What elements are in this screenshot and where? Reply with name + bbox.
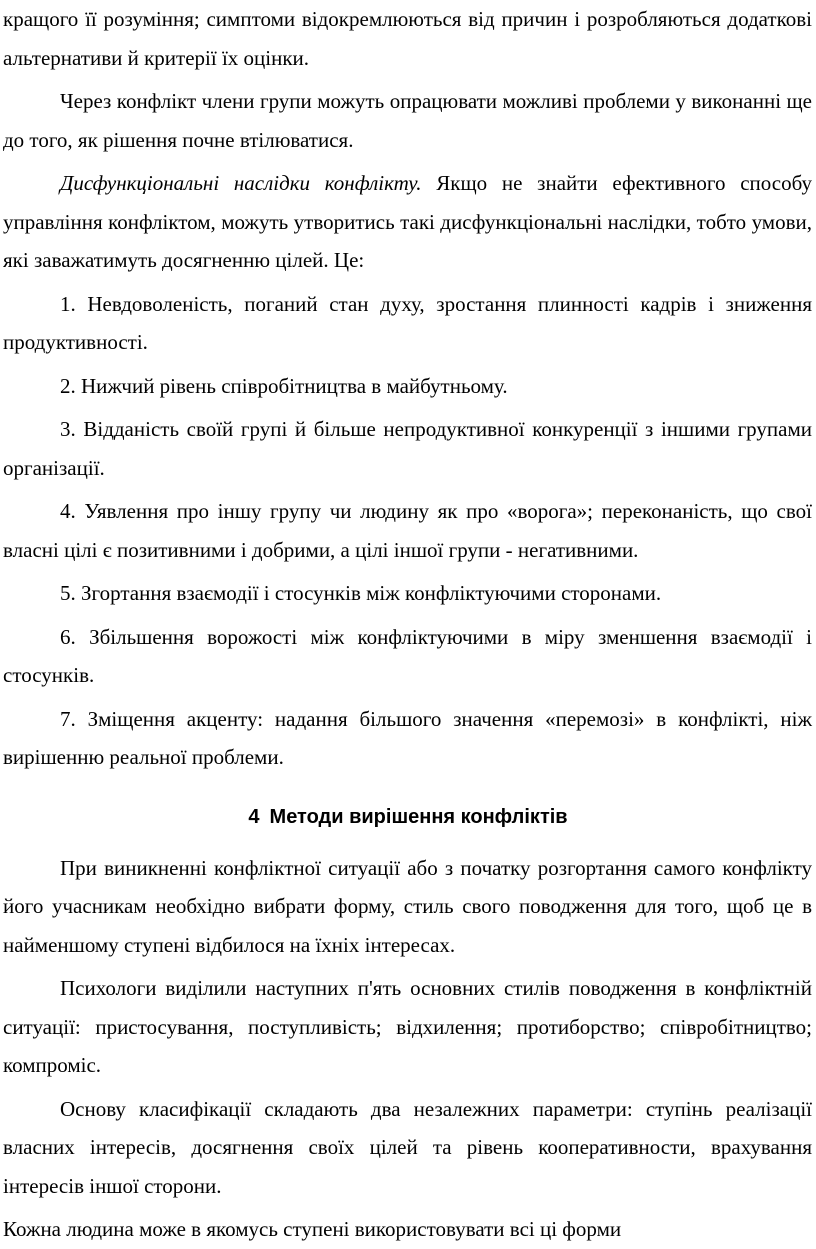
paragraph-classification: Основу класифікації складають два незалежних параметри: ступінь реалізації власних інтересів, досягнення своїх цілей та рівень кооперативности, врахування інтересів іншої сторони. <box>3 1096 812 1198</box>
paragraph-conflict-benefit: Через конфлікт члени групи можуть опрацювати можливі проблеми у виконанні ще до того, як рішення почне втілюватися. <box>3 89 812 152</box>
paragraph-continuation: кращого її розуміння; симптоми відокремлюються від причин і розробляються додаткові альтернативи й критерії їх оцінки. <box>3 7 812 70</box>
list-item: 3. Відданість своїй групі й більше непродуктивної конкуренції з іншими групами організації. <box>3 417 812 480</box>
section-title: Методи вирішення конфліктів <box>269 805 568 828</box>
list-item: 6. Збільшення ворожості між конфліктуючими в міру зменшення взаємодії і стосунків. <box>3 624 812 687</box>
section-number: 4 <box>248 805 260 828</box>
paragraph-choice-of-style: При виникненні конфліктної ситуації або з початку розгортання самого конфлікту його учасникам необхідно вибрати форму, стиль свого поводження для того, щоб це в найменшому ступені відбилося на їхніх інтересах. <box>3 855 812 957</box>
list-item: 1. Невдоволеність, поганий стан духу, зростання плинності кадрів і зниження продуктивності. <box>3 291 812 354</box>
paragraph-dysfunctional <box>0 164 816 280</box>
dysfunctional-italic-lead: Дисфункціональні наслідки конфлікту. <box>60 171 422 195</box>
list-item: 2. Нижчий рівень співробітництва в майбутньому. <box>60 373 508 398</box>
section-heading <box>0 803 816 831</box>
list-item: 4. Уявлення про іншу групу чи людину як про «ворога»; переконаність, що свої власні цілі є позитивними і добрими, а цілі іншої групи - негативними. <box>3 499 812 562</box>
list-item: 7. Зміщення акценту: надання більшого значення «перемозі» в конфлікті, ніж вирішенню реальної проблеми. <box>3 706 812 769</box>
list-item: 5. Згортання взаємодії і стосунків між конфліктуючими сторонами. <box>60 581 662 605</box>
paragraph-last-line: Кожна людина може в якомусь ступені використовувати всі ці форми <box>3 1217 622 1241</box>
paragraph-five-styles: Психологи виділили наступних п'ять основних стилів поводження в конфліктній ситуації: пристосування, поступливість; відхилення; протиборство; співробітництво; компроміс. <box>3 976 812 1077</box>
dysfunctional-text: Якщо не знайти ефективного способу управління конфліктом, можуть утворитись такі дисфункціональні наслідки, тобто умови, які заважатимуть досягненню цілей. Це: <box>3 171 812 272</box>
